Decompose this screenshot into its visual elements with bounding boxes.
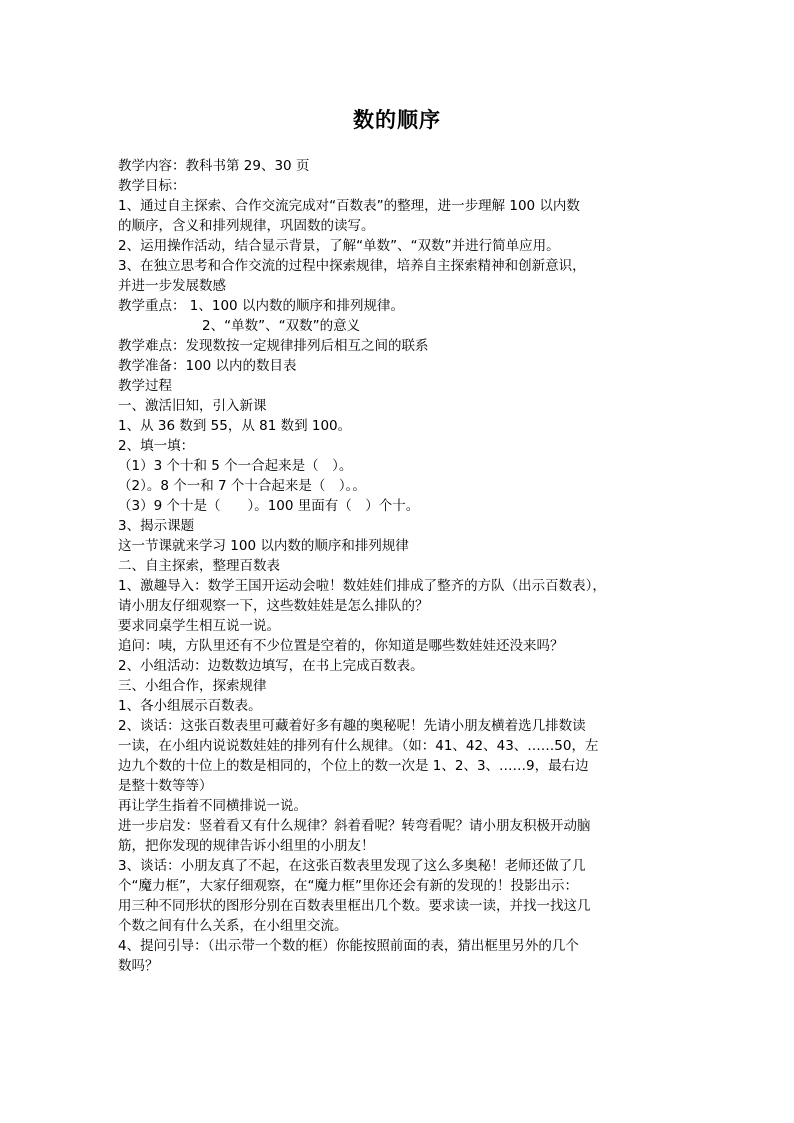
text-line: 3、谈话：小朋友真了不起，在这张百数表里发现了这么多奥秘！老师还做了几 <box>118 858 586 874</box>
text-line: 筋，把你发现的规律告诉小组里的小朋友！ <box>118 838 375 854</box>
text-line: 2、“单数”、“双数”的意义 <box>202 318 361 334</box>
text-line: 再让学生指着不同横排说一说。 <box>118 798 307 814</box>
text-line: 2、小组活动：边数数边填写，在书上完成百数表。 <box>118 658 424 674</box>
text-line: 一读，在小组内说说数娃娃的排列有什么规律。（如：41、42、43、……50，左 <box>118 738 599 754</box>
text-line: 1、从 36 数到 55，从 81 数到 100。 <box>118 418 352 434</box>
text-line: 进一步启发：竖着看又有什么规律？斜着看呢？转弯看呢？请小朋友积极开动脑 <box>118 818 591 834</box>
text-line: 3、在独立思考和合作交流的过程中探索规律，培养自主探索精神和创新意识， <box>118 258 586 274</box>
text-line: 请小朋友仔细观察一下，这些数娃娃是怎么排队的？ <box>118 598 429 614</box>
document-title: 数的顺序 <box>353 107 441 132</box>
document-body <box>118 156 698 976</box>
text-line: 个“魔力框”，大家仔细观察，在“魔力框”里你还会有新的发现的！投影出示： <box>118 878 578 894</box>
text-line: 的顺序，含义和排列规律，巩固数的读写。 <box>118 218 375 234</box>
text-line: 教学难点：发现数按一定规律排列后相互之间的联系 <box>118 338 429 354</box>
text-line: 追问：咦，方队里还有不少位置是空着的，你知道是哪些数娃娃还没来吗？ <box>118 638 564 654</box>
text-line: 1、通过自主探索、合作交流完成对“百数表”的整理，进一步理解 100 以内数 <box>118 198 580 214</box>
text-line: 1、激趣导入：数学王国开运动会啦！数娃娃们排成了整齐的方队（出示百数表）， <box>118 578 606 594</box>
text-line: 并进一步发展数感 <box>118 278 226 294</box>
text-line: （3）9 个十是（ ）。100 里面有（ ）个十。 <box>118 498 420 514</box>
text-line: 3、揭示课题 <box>118 518 195 534</box>
text-line: （2）。8 个一和 7 个十合起来是（ ）。。 <box>118 478 366 494</box>
text-line: 2、填一填： <box>118 438 195 454</box>
text-line: （1）3 个十和 5 个一合起来是（ ）。 <box>118 458 353 474</box>
text-line: 教学内容：教科书第 29、30 页 <box>118 158 310 174</box>
text-line: 2、谈话：这张百数表里可藏着好多有趣的奥秘呢！先请小朋友横着选几排数读 <box>118 718 586 734</box>
text-line: 教学重点： 1、100 以内数的顺序和排列规律。 <box>118 298 404 314</box>
text-line: 三、小组合作，探索规律 <box>118 678 267 694</box>
text-line: 二、自主探索，整理百数表 <box>118 558 280 574</box>
text-line: 教学准备：100 以内的数目表 <box>118 358 297 374</box>
text-line: 用三种不同形状的图形分别在百数表里框出几个数。要求读一读，并找一找这几 <box>118 898 591 914</box>
text-line: 教学过程 <box>118 378 172 394</box>
text-line: 4、提问引导：（出示带一个数的框）你能按照前面的表，猜出框里另外的几个 <box>118 938 579 954</box>
text-line: 一、激活旧知，引入新课 <box>118 398 267 414</box>
text-line: 是整十数等等） <box>118 778 213 794</box>
text-line: 教学目标： <box>118 178 186 194</box>
text-line: 数吗？ <box>118 958 159 974</box>
text-line: 这一节课就来学习 100 以内数的顺序和排列规律 <box>118 538 409 554</box>
text-line: 要求同桌学生相互说一说。 <box>118 618 280 634</box>
text-line: 2、运用操作活动，结合显示背景，了解“单数”、“双数”并进行简单应用。 <box>118 238 560 254</box>
text-line: 边九个数的十位上的数是相同的，个位上的数一次是 1、2、3、……9，最右边 <box>118 758 589 774</box>
text-line: 1、各小组展示百数表。 <box>118 698 262 714</box>
text-line: 个数之间有什么关系，在小组里交流。 <box>118 918 348 934</box>
